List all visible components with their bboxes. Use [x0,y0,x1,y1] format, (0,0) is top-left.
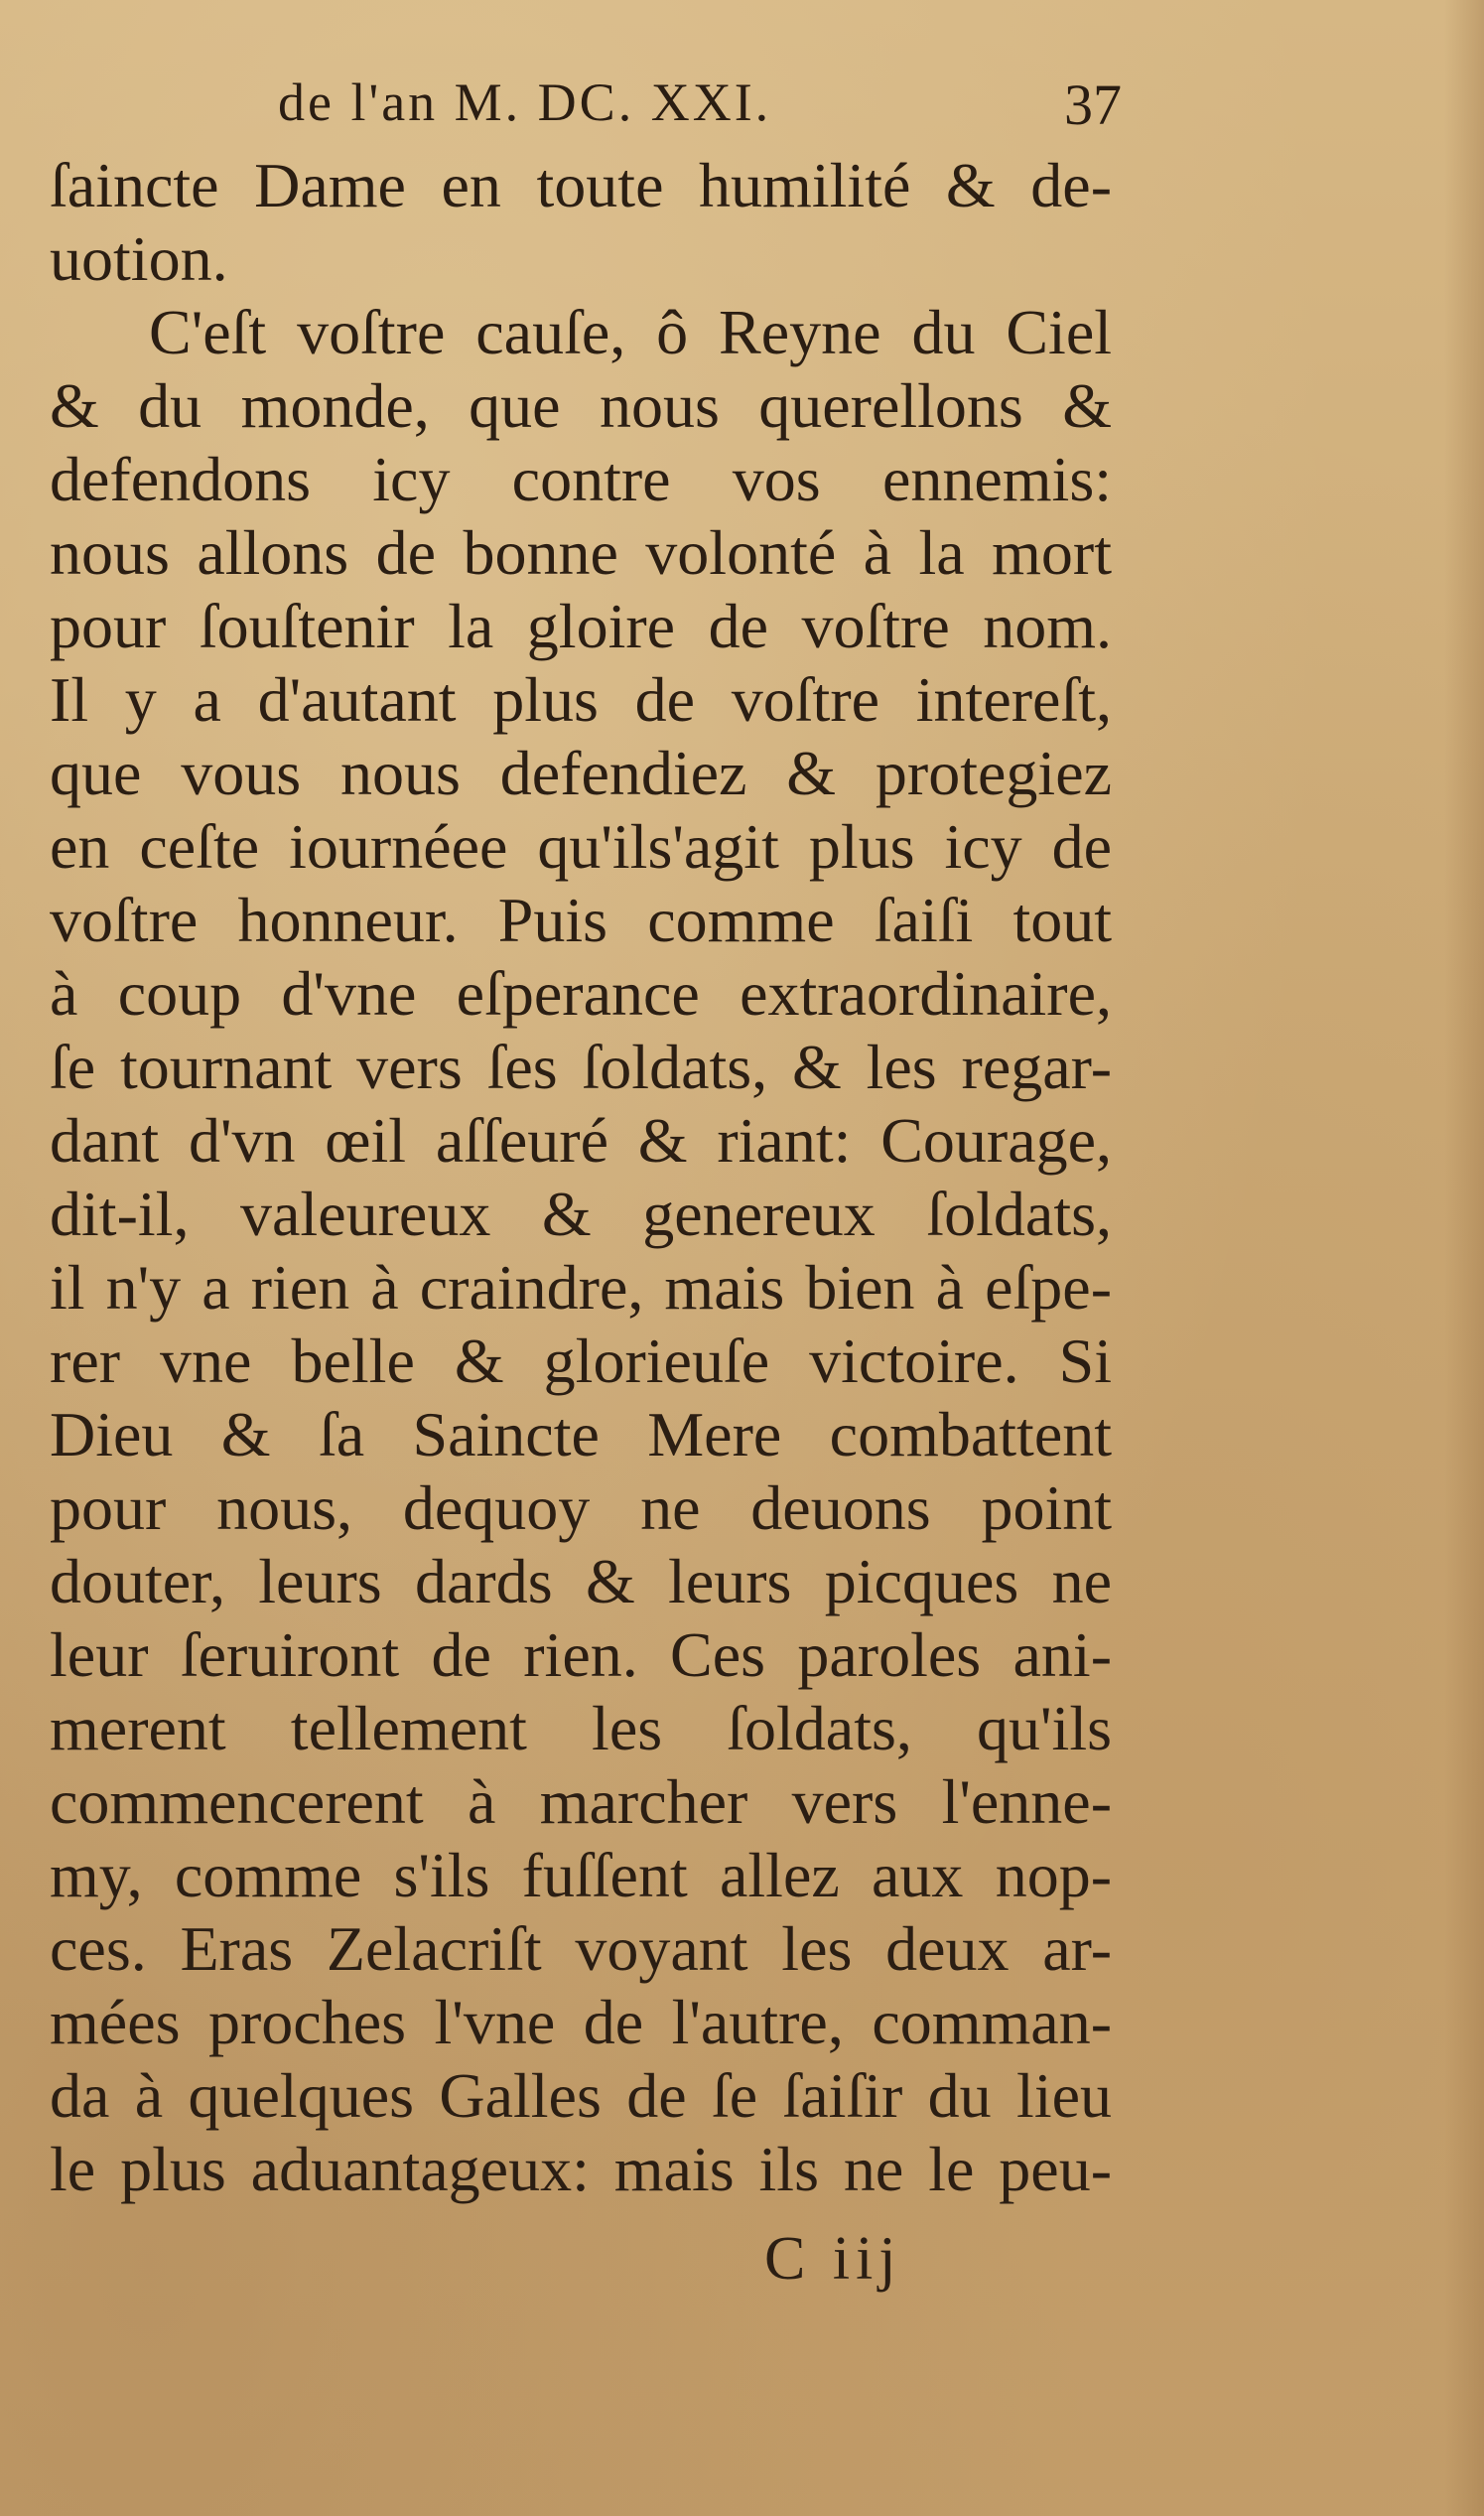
text-line: Dieu & ſa Saincte Mere combattent [50,1399,1112,1469]
text-line: ſe tournant vers ſes ſoldats, & les regar- [50,1032,1112,1102]
page-header [278,71,1122,151]
text-line: leur ſeruiront de rien. Ces paroles ani- [50,1619,1112,1690]
text-line: voſtre honneur. Puis comme ſaiſi tout [50,885,1112,955]
text-line: da à quelques Galles de ſe ſaiſir du lieu [50,2060,1112,2131]
text-line: & du monde, que nous querellons & [50,370,1112,441]
text-line: uotion. [50,223,228,294]
text-line: my, comme s'ils fuſſent allez aux nop- [50,1840,1112,1910]
body-text [50,149,1112,2206]
text-line: merent tellement les ſoldats, qu'ils [50,1693,1112,1763]
signature-mark: C iij [764,2225,902,2293]
running-head: de l'an M. DC. XXI. [278,72,772,132]
text-line: ces. Eras Zelacriſt voyant les deux ar- [50,1913,1112,1984]
text-line: pour ſouſtenir la gloire de voſtre nom. [50,591,1112,661]
text-line: nous allons de bonne volonté à la mort [50,517,1112,588]
text-line: dit-il, valeureux & genereux ſoldats, [50,1179,1112,1249]
text-line: douter, leurs dards & leurs picques ne [50,1546,1112,1616]
text-line: Il y a d'autant plus de voſtre intereſt, [50,664,1112,735]
text-line: pour nous, dequoy ne deuons point [50,1472,1112,1543]
page-number: 37 [1064,72,1122,137]
text-line: commencerent à marcher vers l'enne- [50,1766,1112,1837]
text-line: à coup d'vne eſperance extraordinaire, [50,958,1112,1029]
text-line: defendons icy contre vos ennemis: [50,444,1112,514]
text-line: mées proches l'vne de l'autre, comman- [50,1987,1112,2057]
text-line: il n'y a rien à craindre, mais bien à eſpe- [50,1252,1112,1323]
text-line: le plus aduantageux: mais ils ne le peu- [50,2134,1112,2204]
text-line: C'eſt voſtre cauſe, ô Reyne du Ciel [149,297,1112,367]
text-line: dant d'vn œil aſſeuré & riant: Courage, [50,1105,1112,1176]
text-line: ſaincte Dame en toute humilité & de- [50,150,1112,220]
page-edge-shadow [1444,0,1484,2516]
text-line: en ceſte iournéee qu'ils'agit plus icy de [50,811,1112,882]
text-line: que vous nous defendiez & protegiez [50,738,1112,808]
text-line: rer vne belle & glorieuſe victoire. Si [50,1326,1112,1396]
